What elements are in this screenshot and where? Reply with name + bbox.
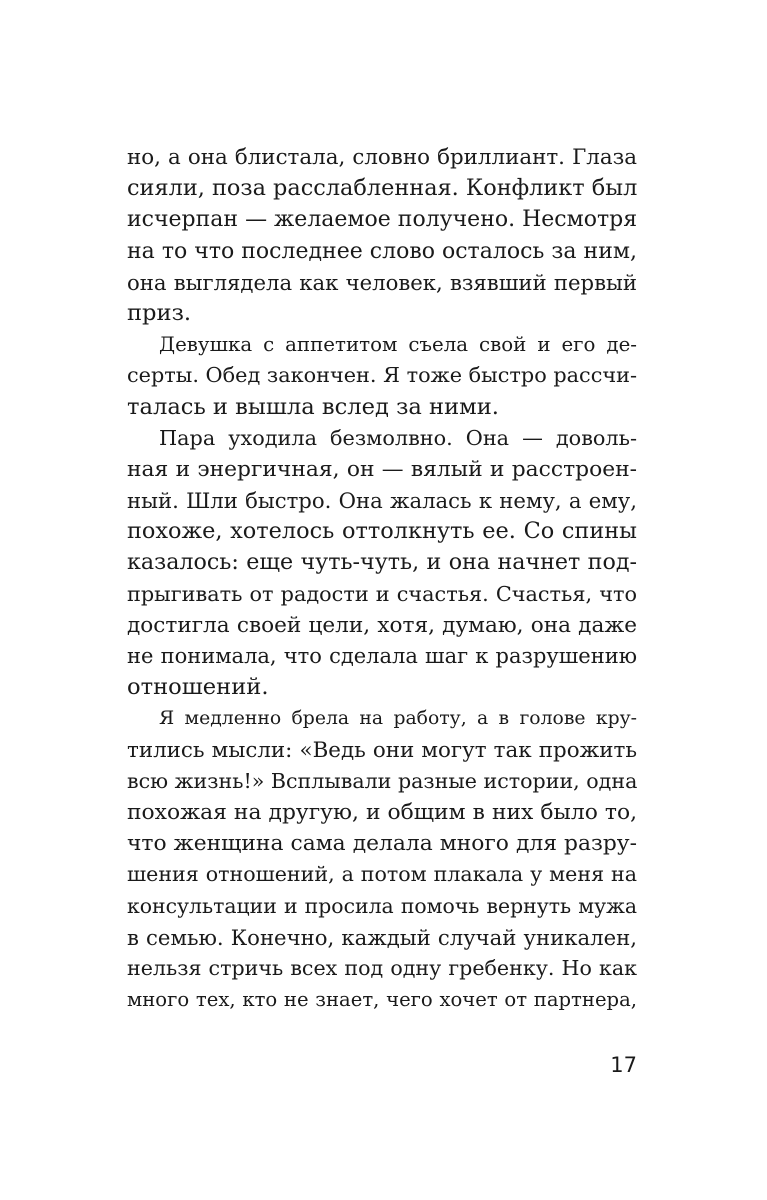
text-line: много тех, кто не знает, чего хочет от партнера, xyxy=(127,988,637,1012)
text-line: нельзя стричь всех под одну гребенку. Но как xyxy=(127,955,637,980)
text-line: казалось: еще чуть-чуть, и она начнет под- xyxy=(127,549,637,576)
text-line: что женщина сама делала много для разру- xyxy=(127,831,637,857)
paragraph-1 xyxy=(127,142,637,329)
text-line: ный. Шли быстро. Она жалась к нему, а ему, xyxy=(127,488,637,514)
text-line: похожая на другую, и общим в них было то, xyxy=(127,799,637,825)
text-line: достигла своей цели, хотя, думаю, она даже xyxy=(127,612,637,638)
body-text xyxy=(127,142,637,1015)
text-line: Пара уходила безмолвно. Она — доволь- xyxy=(159,425,637,450)
text-line: талась и вышла вслед за ними. xyxy=(127,393,499,420)
page-number: 17 xyxy=(610,1053,637,1077)
text-line: серты. Обед закончен. Я тоже быстро рассчи- xyxy=(127,363,637,388)
paragraph-2 xyxy=(127,329,637,423)
paragraph-4 xyxy=(127,703,637,1015)
text-line: похоже, хотелось оттолкнуть ее. Со спины xyxy=(127,518,637,545)
text-line: Девушка с аппетитом съела свой и его де- xyxy=(159,333,637,357)
text-line: консультации и просила помочь вернуть мужа xyxy=(127,893,637,918)
text-line: она выглядела как человек, взявший первый xyxy=(127,269,637,295)
text-line: не понимала, что сделала шаг к разрушению xyxy=(127,644,637,668)
text-line: тились мысли: «Ведь они могут так прожить xyxy=(127,737,637,763)
text-line: приз. xyxy=(127,299,192,326)
text-line: сияли, поза расслабленная. Конфликт был xyxy=(127,175,638,202)
text-line: отношений. xyxy=(127,674,269,701)
text-line: Я медленно брела на работу, а в голове кру- xyxy=(159,708,637,730)
text-line: на то что последнее слово осталось за ним, xyxy=(127,238,637,264)
text-line: ная и энергичная, он — вялый и расстроен- xyxy=(127,456,637,482)
text-line: исчерпан — желаемое получено. Несмотря xyxy=(127,207,638,233)
text-line: шения отношений, а потом плакала у меня на xyxy=(127,862,637,887)
paragraph-3 xyxy=(127,423,637,704)
text-line: в семью. Конечно, каждый случай уникален, xyxy=(127,924,637,950)
text-line: но, а она блистала, словно бриллиант. Глаза xyxy=(127,145,637,170)
text-line: всю жизнь!» Всплывали разные истории, одна xyxy=(127,768,638,793)
text-line: прыгивать от радости и счастья. Счастья, что xyxy=(127,581,637,606)
